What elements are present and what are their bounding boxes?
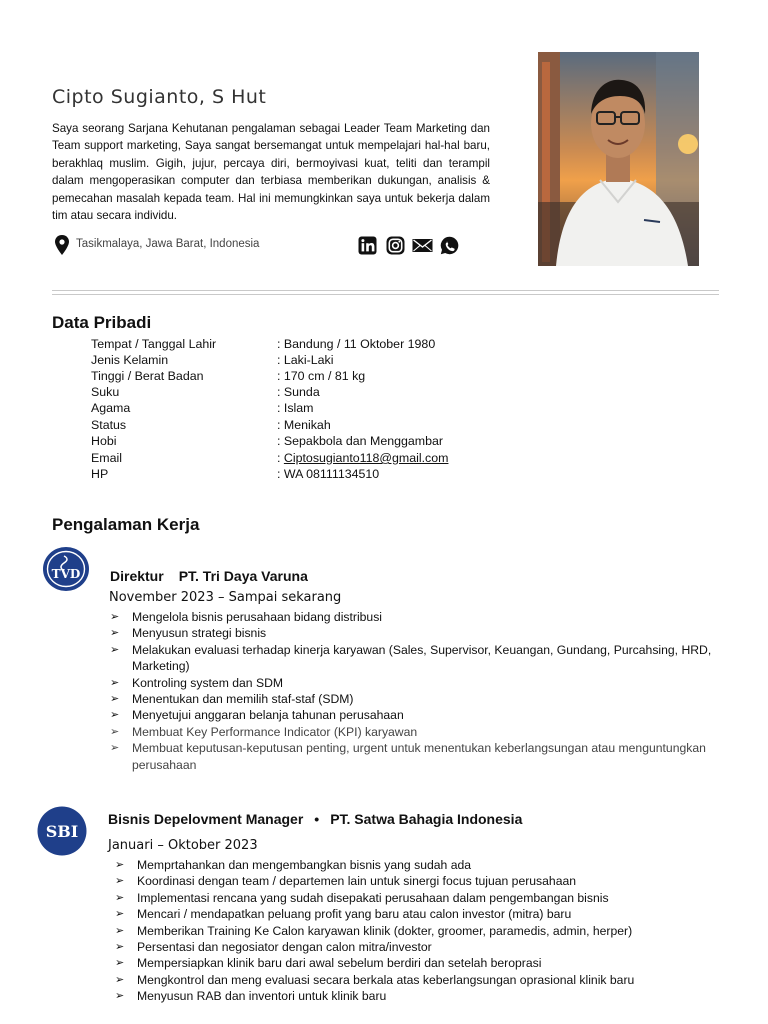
arrow-bullet-icon: ➢: [110, 693, 120, 706]
arrow-bullet-icon: ➢: [110, 643, 120, 656]
profile-summary: Saya seorang Sarjana Kehutanan pengalaman sebagai Leader Team Marketing dan Team support marketing, Saya sangat bersemangat untuk mempelajari hal-hal baru, berakhlaq muslim. Gigih, jujur, percaya diri, bermoyivasi kuat, teliti dan terampil dalam mengoperasikan computer dan terbiasa memberikan dukungan, analisis & pemecahan masalah kepada team. Hal ini memungkinkan saya untuk bekerja dalam tim atau secara individu.: [52, 122, 490, 223]
title-separator: •: [314, 811, 320, 827]
job-company: PT. Satwa Bahagia Indonesia: [330, 811, 523, 827]
arrow-bullet-icon: ➢: [110, 725, 120, 738]
personal-label: Agama: [91, 401, 131, 415]
list-item: ➢ Implementasi rencana yang sudah disepakati perusahaan dalam pengembangan bisnis: [115, 890, 609, 905]
email-prefix: :: [277, 451, 284, 465]
tvd-logo-icon: [42, 546, 90, 592]
arrow-bullet-icon: ➢: [110, 611, 120, 623]
personal-label: Tempat / Tanggal Lahir: [91, 337, 217, 351]
location-text: Tasikmalaya, Jawa Barat, Indonesia: [76, 238, 260, 250]
list-item: ➢ Menyusun RAB dan inventori untuk klinik baru: [115, 989, 387, 1004]
personal-value: : Sunda: [277, 385, 320, 399]
job-company: PT. Tri Daya Varuna: [178, 568, 308, 584]
candidate-name: Cipto Sugianto, S Hut: [52, 86, 267, 108]
personal-value: : Menikah: [277, 418, 331, 432]
personal-label: Jenis Kelamin: [91, 353, 169, 367]
list-item: ➢ Kontroling system dan SDM: [110, 675, 284, 690]
arrow-bullet-icon: ➢: [115, 891, 125, 904]
svg-text:TVD: TVD: [51, 567, 81, 581]
arrow-bullet-icon: ➢: [115, 924, 125, 937]
svg-text:SBI: SBI: [45, 822, 79, 841]
sbi-logo-icon: [37, 806, 87, 856]
personal-value: : Sepakbola dan Menggambar: [277, 434, 444, 448]
arrow-bullet-icon: ➢: [115, 957, 125, 970]
arrow-bullet-icon: ➢: [115, 875, 125, 888]
arrow-bullet-icon: ➢: [115, 973, 125, 986]
location-pin-icon: [54, 235, 70, 255]
section-divider: [52, 294, 719, 295]
job-position: Bisnis Depelovment Manager: [108, 811, 304, 827]
section-heading-pengalaman-kerja: Pengalaman Kerja: [52, 515, 200, 534]
personal-value: : Islam: [277, 401, 314, 415]
list-item: ➢ Melakukan evaluasi terhadap kinerja karyawan (Sales, Supervisor, Keuangan, Gundang, Purcahsing, HRD, Marketing): [110, 642, 712, 674]
list-item: ➢ Memberikan Training Ke Calon karyawan klinik (dokter, groomer, paramedis, admin, herper): [115, 923, 633, 938]
arrow-bullet-icon: ➢: [110, 676, 120, 689]
arrow-bullet-icon: ➢: [110, 627, 120, 640]
arrow-bullet-icon: ➢: [110, 709, 120, 722]
email-link[interactable]: Ciptosugianto118@gmail.com: [283, 451, 449, 465]
personal-label: Suku: [91, 385, 120, 399]
list-item: ➢ Membuat Key Performance Indicator (KPI) karyawan: [110, 724, 418, 739]
list-item: ➢ Membuat keputusan-keputusan penting, urgent untuk menentukan keberlangsungan atau menguntungkan perusahaan: [110, 741, 706, 772]
list-item: ➢ Memprtahankan dan mengembangkan bisnis yang sudah ada: [115, 858, 472, 872]
list-item: ➢ Persentasi dan negosiator dengan calon mitra/investor: [115, 940, 432, 955]
personal-value: [277, 451, 448, 465]
job-duties-list: [115, 857, 720, 1005]
list-item: ➢ Mempersiapkan klinik baru dari awal sebelum berdiri dan setelah beroprasi: [115, 956, 542, 971]
arrow-bullet-icon: ➢: [115, 859, 125, 871]
section-heading-data-pribadi: Data Pribadi: [52, 313, 152, 332]
list-item: ➢ Menyusun strategi bisnis: [110, 626, 267, 641]
linkedin-icon[interactable]: [358, 236, 377, 255]
job-period: November 2023 – Sampai sekarang: [109, 590, 342, 605]
job-period: Januari – Oktober 2023: [108, 838, 258, 853]
personal-value: : Laki-Laki: [277, 353, 334, 367]
arrow-bullet-icon: ➢: [115, 941, 125, 954]
profile-photo: [538, 52, 699, 266]
personal-label: Hobi: [91, 434, 117, 448]
arrow-bullet-icon: ➢: [110, 742, 120, 755]
arrow-bullet-icon: ➢: [115, 908, 125, 921]
email-icon[interactable]: [412, 236, 433, 255]
job-title: [110, 568, 308, 584]
personal-label: HP: [91, 467, 109, 481]
job-duties-list: [110, 609, 722, 773]
list-item: ➢ Menentukan dan memilih staf-staf (SDM): [110, 692, 354, 707]
personal-value: : 170 cm / 81 kg: [277, 369, 366, 383]
personal-value: : WA 08111134510: [277, 467, 380, 481]
section-divider: [52, 290, 719, 291]
list-item: ➢ Mengelola bisnis perusahaan bidang distribusi: [110, 610, 383, 624]
job-title: [108, 811, 522, 827]
list-item: ➢ Mengkontrol dan meng evaluasi secara berkala atas keberlangsungan oprasional klinik baru: [115, 972, 635, 987]
list-item: ➢ Koordinasi dengan team / departemen lain untuk sinergi focus tujuan perusahaan: [115, 874, 577, 889]
list-item: ➢ Menyetujui anggaran belanja tahunan perusahaan: [110, 708, 404, 723]
personal-label: Status: [91, 418, 127, 432]
list-item: ➢ Mencari / mendapatkan peluang profit yang baru atau calon investor (mitra) baru: [115, 907, 572, 922]
personal-value: : Bandung / 11 Oktober 1980: [277, 337, 436, 351]
job-position: Direktur: [110, 568, 164, 584]
personal-label: Tinggi / Berat Badan: [91, 369, 204, 383]
instagram-icon[interactable]: [386, 236, 405, 255]
personal-label: Email: [91, 451, 122, 465]
whatsapp-icon[interactable]: [440, 236, 459, 255]
arrow-bullet-icon: ➢: [115, 990, 125, 1003]
